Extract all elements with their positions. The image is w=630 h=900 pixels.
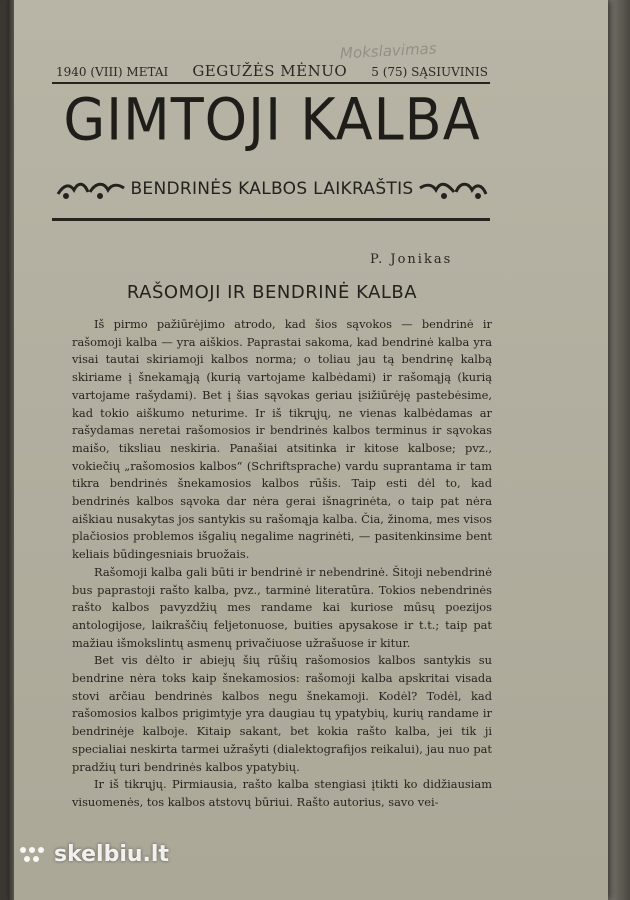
article-body [72, 316, 492, 812]
page-edge-shadow [8, 0, 14, 900]
subtitle-row [56, 176, 488, 202]
article-author: P. Jonikas [370, 252, 453, 267]
newspaper-subtitle: BENDRINĖS KALBOS LAIKRAŠTIS [130, 179, 414, 199]
handwritten-stamp: Mokslavimas [339, 39, 438, 63]
masthead-top-rule [52, 82, 490, 84]
watermark-dots-icon [18, 844, 48, 866]
watermark-text: skelbiu.lt [54, 842, 169, 867]
site-watermark [18, 842, 169, 867]
masthead-info-row [56, 62, 488, 80]
newspaper-title: GIMTOJI KALBA [63, 85, 481, 154]
article-paragraph: Bet vis dėlto ir abiejų šių rūšių rašomosios kalbos santykis su bendrine nėra toks kaip šnekamosios: rašomoji kalba apskritai visada stovi arčiau bendrinės kalbos negu šnekamoji. Kodėl? Todėl, kad rašomosios kalbos prigimtyje yra daugiau tų ypatybių, kurių randame ir bendrinėje kalboje. Kitaip sakant, bet kokia rašto kalba, jei tik ji specialiai neskirta tarmei užrašyti (dialektografijos reikalui), jau nuo pat pradžių turi bendrinės kalbos ypatybių. [72, 653, 492, 774]
article-paragraph: Iš pirmo pažiūrėjimo atrodo, kad šios sąvokos — bendrinė ir rašomoji kalba — yra aiškios. Paprastai sakoma, kad bendrinė kalba yra visai tautai skiriamoji kalbos norma; o toliau jau tą bendrinę kalbą skiriame į šnekamąją (kurią vartojame kalbėdami) ir rašomąją (kurią vartojame rašydami). Bet į šias sąvokas geriau įsižiūrėję pastebėsime, kad tokio aiškumo neturime. Ir iš tikrųjų, ne vienas kalbėdamas ar rašydamas neretai rašomosios ir bendrinės kalbos terminus ir sąvokas maišo, tiksliau neskiria. Panašiai atsitinka ir kitose kalbose; pvz., vokiečių „rašomosios kalbos“ (Schriftsprache) vardu suprantama ir tam tikra bendrinės šnekamosios kalbos rūšis. Taip esti dėl to, kad bendrinės kalbos sąvoka dar nėra gerai išnagrinėta, o taip pat nėra aiškiau nusakytas jos santykis su rašomąja kalba. Čia, žinoma, mes visos plačiosios problemos išgalių negalime nagrinėti, — pasitenkinsime bent keliais būdingesniais bruožais. [72, 317, 492, 562]
masthead-bottom-rule [52, 218, 490, 221]
ornament-right-icon [418, 176, 488, 202]
article-title: RAŠOMOJI IR BENDRINĖ KALBA [126, 282, 418, 303]
ornament-left-icon [56, 176, 126, 202]
masthead-month: GEGUŽĖS MĖNUO [192, 62, 348, 80]
masthead-issue: 5 (75) SĄSIUVINIS [371, 65, 488, 79]
article-paragraph: Rašomoji kalba gali būti ir bendrinė ir nebendrinė. Šitoji nebendrinė bus paprastoji rašto kalba, pvz., tarminė literatūra. Tokios nebendrinės rašto kalbos pavyzdžių mes randame kai kuriose mūsų poezijos antologijose, laikraščių feljetonuose, buities apysakose ir t.t.; taip pat mažiau išmokslintų asmenų privačiuose užrašuose ir kitur. [72, 564, 492, 650]
article-paragraph: Ir iš tikrųjų. Pirmiausia, rašto kalba stengiasi įtikti ko didžiausiam visuomenės, tos kalbos atstovų būriui. Rašto autorius, savo vei- [72, 777, 492, 809]
masthead-year: 1940 (VIII) METAI [56, 65, 169, 79]
